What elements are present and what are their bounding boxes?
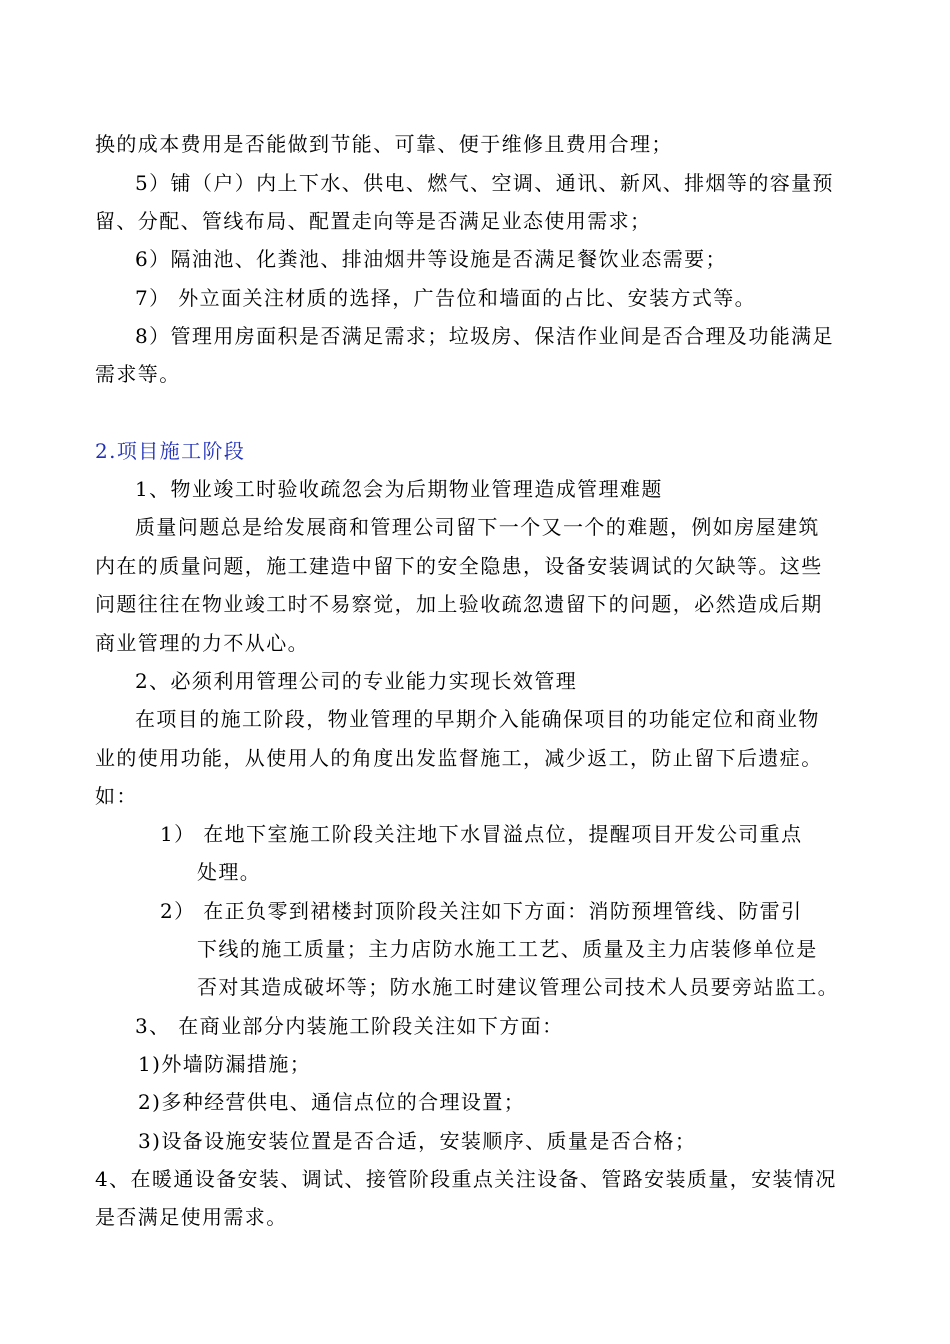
text-line: 在项目的施工阶段，物业管理的早期介入能确保项目的功能定位和商业物	[135, 707, 820, 731]
section-heading: 2.项目施工阶段	[95, 439, 246, 463]
sub-list-item: 3)设备设施安装位置是否合适，安装顺序、质量是否合格；	[138, 1129, 697, 1153]
list-item: 2） 在正负零到裙楼封顶阶段关注如下方面：消防预埋管线、防雷引	[160, 899, 803, 923]
text-line: 商业管理的力不从心。	[95, 631, 309, 655]
list-item-continuation: 处理。	[197, 860, 262, 884]
text-line: 如：	[95, 784, 138, 808]
text-line: 6）隔油池、化粪池、排油烟井等设施是否满足餐饮业态需要；	[135, 247, 727, 271]
text-line: 质量问题总是给发展商和管理公司留下一个又一个的难题，例如房屋建筑	[135, 515, 820, 539]
text-line: 8）管理用房面积是否满足需求；垃圾房、保洁作业间是否合理及功能满足	[135, 324, 834, 348]
text-line: 7） 外立面关注材质的选择，广告位和墙面的占比、安装方式等。	[135, 286, 757, 310]
text-line: 是否满足使用需求。	[95, 1205, 288, 1229]
text-line: 需求等。	[95, 362, 181, 386]
text-line: 5）铺（户）内上下水、供电、燃气、空调、通讯、新风、排烟等的容量预	[135, 171, 834, 195]
list-item-continuation: 下线的施工质量；主力店防水施工工艺、质量及主力店装修单位是	[197, 937, 818, 961]
sub-list-item: 2)多种经营供电、通信点位的合理设置；	[138, 1090, 526, 1114]
list-item: 1） 在地下室施工阶段关注地下水冒溢点位，提醒项目开发公司重点	[160, 822, 803, 846]
text-line: 换的成本费用是否能做到节能、可靠、便于维修且费用合理；	[95, 132, 673, 156]
subheading: 2、必须利用管理公司的专业能力实现长效管理	[135, 669, 578, 693]
text-line: 4、在暖通设备安装、调试、接管阶段重点关注设备、管路安装质量，安装情况	[95, 1167, 837, 1191]
subheading: 1、物业竣工时验收疏忽会为后期物业管理造成管理难题	[135, 477, 663, 501]
list-item-continuation: 否对其造成破坏等；防水施工时建议管理公司技术人员要旁站监工。	[197, 975, 839, 999]
list-item: 3、 在商业部分内装施工阶段关注如下方面：	[135, 1014, 564, 1038]
sub-list-item: 1)外墙防漏措施；	[138, 1052, 312, 1076]
text-line: 问题往往在物业竣工时不易察觉，加上验收疏忽遗留下的问题，必然造成后期	[95, 592, 823, 616]
text-line: 内在的质量问题，施工建造中留下的安全隐患，设备安装调试的欠缺等。这些	[95, 554, 823, 578]
text-line: 留、分配、管线布局、配置走向等是否满足业态使用需求；	[95, 209, 652, 233]
text-line: 业的使用功能，从使用人的角度出发监督施工，减少返工，防止留下后遗症。	[95, 746, 823, 770]
